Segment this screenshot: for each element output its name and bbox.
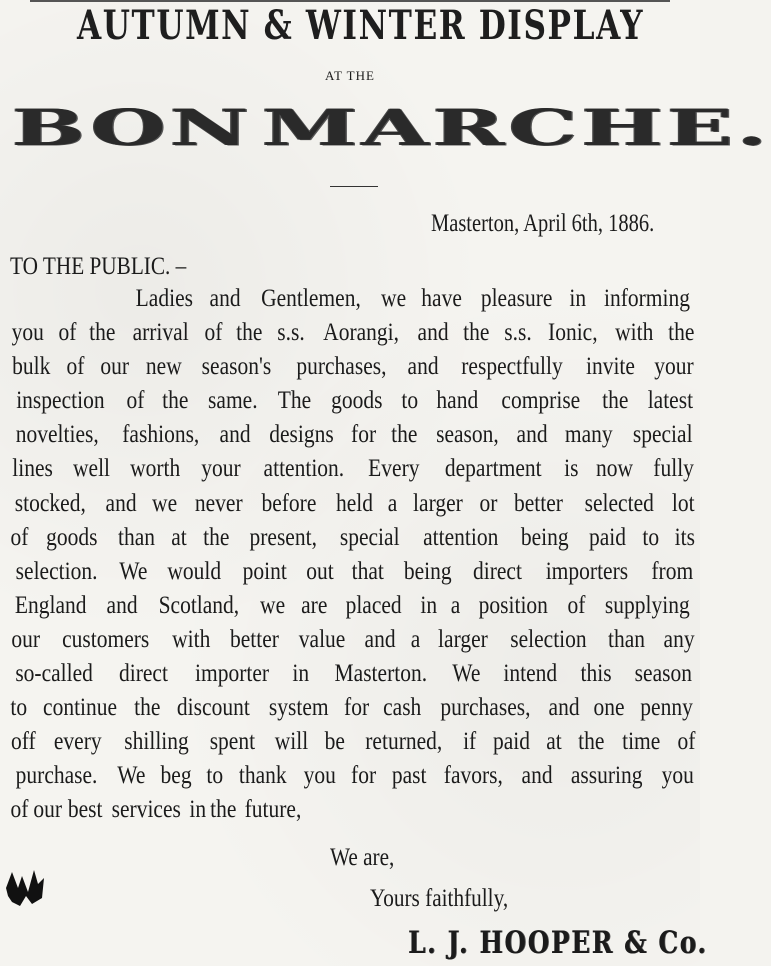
body-word: services <box>112 796 182 824</box>
divider-rule <box>330 186 378 187</box>
body-word: pleasure <box>480 285 553 312</box>
body-word: and <box>105 489 137 517</box>
body-word: from <box>651 557 694 585</box>
body-word: the <box>391 421 418 449</box>
body-word: the <box>161 387 188 415</box>
body-word: Scotland, <box>158 591 240 619</box>
body-word: to <box>10 694 28 722</box>
body-word: and <box>209 285 241 312</box>
body-word: The <box>277 387 311 415</box>
body-word: be <box>324 728 346 756</box>
body-word: Masterton. <box>334 660 427 688</box>
body-word: system <box>269 694 329 722</box>
body-line <box>9 521 697 555</box>
body-word: our <box>11 625 40 653</box>
body-word: special <box>632 421 693 449</box>
body-line <box>9 555 697 589</box>
body-word: stocked, <box>14 489 86 517</box>
body-word: assuring <box>571 762 643 790</box>
body-word: you <box>662 762 695 790</box>
body-word: s.s. <box>277 319 305 347</box>
body-word: and <box>219 421 251 449</box>
body-word: designs <box>268 421 334 449</box>
body-word: we <box>152 489 178 517</box>
body-word: better <box>229 625 279 653</box>
body-word: We <box>119 557 148 585</box>
body-word: purchase. <box>15 762 98 790</box>
body-word: this <box>580 660 612 688</box>
body-word: in <box>420 591 437 619</box>
body-word: for <box>344 694 370 722</box>
body-word: off <box>11 728 36 756</box>
body-word: or <box>479 489 498 517</box>
body-word: in <box>292 660 309 688</box>
body-word: Every <box>368 455 420 483</box>
body-word: to <box>642 523 660 551</box>
body-word: a <box>450 591 461 619</box>
body-word: the <box>210 796 237 824</box>
body-word: many <box>565 421 613 449</box>
advert-heading: AUTUMN & WINTER DISPLAY <box>77 2 645 49</box>
body-word: of <box>10 796 29 824</box>
body-word: of <box>204 319 223 347</box>
body-word: and <box>548 694 581 722</box>
body-word: informing <box>603 285 690 312</box>
signature: L. J. HOOPER & Co. <box>408 925 708 961</box>
body-text <box>9 282 697 828</box>
body-word: thank <box>238 762 287 790</box>
body-word: Ionic, <box>548 319 598 347</box>
body-word: season's <box>201 353 272 381</box>
body-word: for <box>350 762 376 790</box>
body-word: and <box>106 591 138 619</box>
body-word: being <box>403 557 452 585</box>
body-word: now <box>596 455 634 483</box>
body-word: respectfully <box>461 353 563 381</box>
body-word: so-called <box>15 660 93 688</box>
body-word: and <box>364 625 396 653</box>
body-word: with <box>171 625 210 653</box>
body-word: at <box>171 523 188 551</box>
body-word: novelties, <box>15 421 99 449</box>
body-word: and <box>417 319 449 347</box>
body-word: of <box>126 387 145 415</box>
body-word: returned, <box>365 728 443 756</box>
body-line <box>9 350 697 384</box>
body-word: of <box>677 728 696 756</box>
body-word: spent <box>209 728 256 756</box>
store-name <box>0 98 771 165</box>
body-word: being <box>521 523 570 551</box>
closing-yours-faithfully: Yours faithfully, <box>370 885 509 912</box>
body-word: Ladies <box>135 285 193 312</box>
body-word: are <box>301 591 328 619</box>
body-word: favors, <box>444 762 504 790</box>
body-word: s.s. <box>504 319 532 347</box>
body-word: if <box>462 728 476 756</box>
body-word: any <box>663 625 695 653</box>
body-line <box>9 487 697 521</box>
body-word: we <box>380 285 407 312</box>
body-word: and <box>516 421 548 449</box>
body-word: the <box>236 319 263 347</box>
body-word: its <box>674 523 696 551</box>
body-word: out <box>306 557 334 585</box>
body-word: will <box>274 728 308 756</box>
body-word: We <box>452 660 481 688</box>
body-word: purchases, <box>295 353 387 381</box>
body-word: present, <box>249 523 318 551</box>
body-word: placed <box>346 591 403 619</box>
body-word: Aorangi, <box>323 319 399 347</box>
body-word: selection <box>510 625 587 653</box>
body-word: continue <box>43 694 118 722</box>
body-word: best <box>67 796 103 824</box>
body-line <box>9 418 697 452</box>
store-name-word-1: BON <box>12 98 254 158</box>
body-word: your <box>201 455 241 483</box>
body-word: would <box>167 557 222 585</box>
body-word: than <box>608 625 646 653</box>
body-word: season, <box>435 421 499 449</box>
body-word: we <box>259 591 286 619</box>
body-word: a <box>387 489 398 517</box>
ink-blot-icon <box>2 858 48 910</box>
body-line <box>9 282 697 316</box>
body-word: worth <box>130 455 181 483</box>
body-word: have <box>421 285 462 312</box>
body-word: before <box>261 489 317 517</box>
body-word: supplying <box>605 591 691 619</box>
body-word: We <box>116 762 146 790</box>
store-name-word-2: MARCHE. <box>262 98 771 158</box>
body-word: never <box>194 489 243 517</box>
body-word: the <box>463 319 490 347</box>
body-word: of <box>10 523 29 551</box>
body-word: position <box>478 591 548 619</box>
body-word: better <box>514 489 564 517</box>
body-word: past <box>391 762 427 790</box>
body-line <box>9 793 697 827</box>
body-line <box>9 759 697 793</box>
body-word: beg <box>160 762 192 790</box>
body-word: invite <box>586 353 636 381</box>
body-word: paid <box>588 523 626 551</box>
body-word: attention <box>423 523 499 551</box>
body-word: the <box>89 319 116 347</box>
body-word: season <box>634 660 693 688</box>
body-word: every <box>54 728 102 756</box>
body-word: the <box>668 319 695 347</box>
body-word: attention. <box>263 455 345 483</box>
body-word: direct <box>472 557 522 585</box>
body-word: that <box>351 557 385 585</box>
body-word: our <box>33 796 62 824</box>
body-word: purchases, <box>440 694 531 722</box>
body-word: special <box>340 523 400 551</box>
body-word: point <box>242 557 288 585</box>
body-word: than <box>117 523 155 551</box>
body-word: larger <box>413 489 464 517</box>
body-word: and <box>521 762 553 790</box>
body-word: and <box>407 353 439 381</box>
body-word: paid <box>492 728 530 756</box>
body-word: a <box>410 625 421 653</box>
body-word: future, <box>244 796 302 824</box>
body-word: you <box>11 319 44 347</box>
body-word: importers <box>545 557 629 585</box>
body-word: hand <box>436 387 479 415</box>
body-word: inspection <box>16 387 105 415</box>
body-word: cash <box>383 694 422 722</box>
body-word: larger <box>437 625 488 653</box>
body-word: bulk <box>12 353 51 381</box>
body-word: goods <box>331 387 383 415</box>
body-line <box>9 316 697 350</box>
body-word: well <box>72 455 110 483</box>
body-word: discount <box>176 694 250 722</box>
body-word: in <box>569 285 586 312</box>
body-word: shilling <box>123 728 189 756</box>
at-the-label: AT THE <box>325 68 375 83</box>
body-line <box>9 691 697 725</box>
body-word: the <box>578 728 605 756</box>
body-line <box>9 725 697 759</box>
body-word: at <box>546 728 562 756</box>
body-word: to <box>206 762 223 790</box>
body-word: fully <box>653 455 694 483</box>
body-word: the <box>203 523 230 551</box>
body-word: one <box>593 694 625 722</box>
body-word: of <box>567 591 585 619</box>
body-word: England <box>14 591 87 619</box>
body-word: arrival <box>132 319 189 347</box>
body-word: of <box>58 319 76 347</box>
body-word: for <box>351 421 377 449</box>
body-word: goods <box>46 523 98 551</box>
body-word: fashions, <box>122 421 200 449</box>
salutation: TO THE PUBLIC. – <box>10 253 187 280</box>
body-word: customers <box>61 625 150 653</box>
body-word: Gentlemen, <box>261 285 362 312</box>
body-word: penny <box>640 694 693 722</box>
body-word: the <box>602 387 629 415</box>
body-word: comprise <box>501 387 581 415</box>
body-word: to <box>401 387 419 415</box>
body-word: latest <box>647 387 694 415</box>
body-word: with <box>614 319 654 347</box>
body-word: same. <box>207 387 258 415</box>
body-word: lines <box>12 455 53 483</box>
body-line <box>9 589 697 623</box>
body-word: you <box>303 762 336 790</box>
body-word: time <box>622 728 661 756</box>
body-word: is <box>564 455 579 483</box>
body-word: the <box>133 694 161 722</box>
body-word: selection. <box>15 557 98 585</box>
body-line <box>9 384 697 418</box>
body-line <box>9 657 697 691</box>
body-word: in <box>189 796 207 824</box>
body-word: value <box>298 625 346 653</box>
body-word: direct <box>119 660 169 688</box>
body-word: held <box>335 489 373 517</box>
body-word: department <box>445 455 542 483</box>
body-word: lot <box>672 489 696 517</box>
body-word: selected <box>584 489 654 517</box>
body-line <box>9 623 697 657</box>
body-word: intend <box>503 660 558 688</box>
body-word: importer <box>194 660 269 688</box>
closing-we-are: We are, <box>330 844 395 871</box>
body-word: our <box>99 353 129 381</box>
body-line <box>9 452 697 486</box>
body-word: new <box>145 353 182 381</box>
body-word: of <box>66 353 85 381</box>
body-word: your <box>654 353 694 381</box>
dateline: Masterton, April 6th, 1886. <box>430 210 654 237</box>
